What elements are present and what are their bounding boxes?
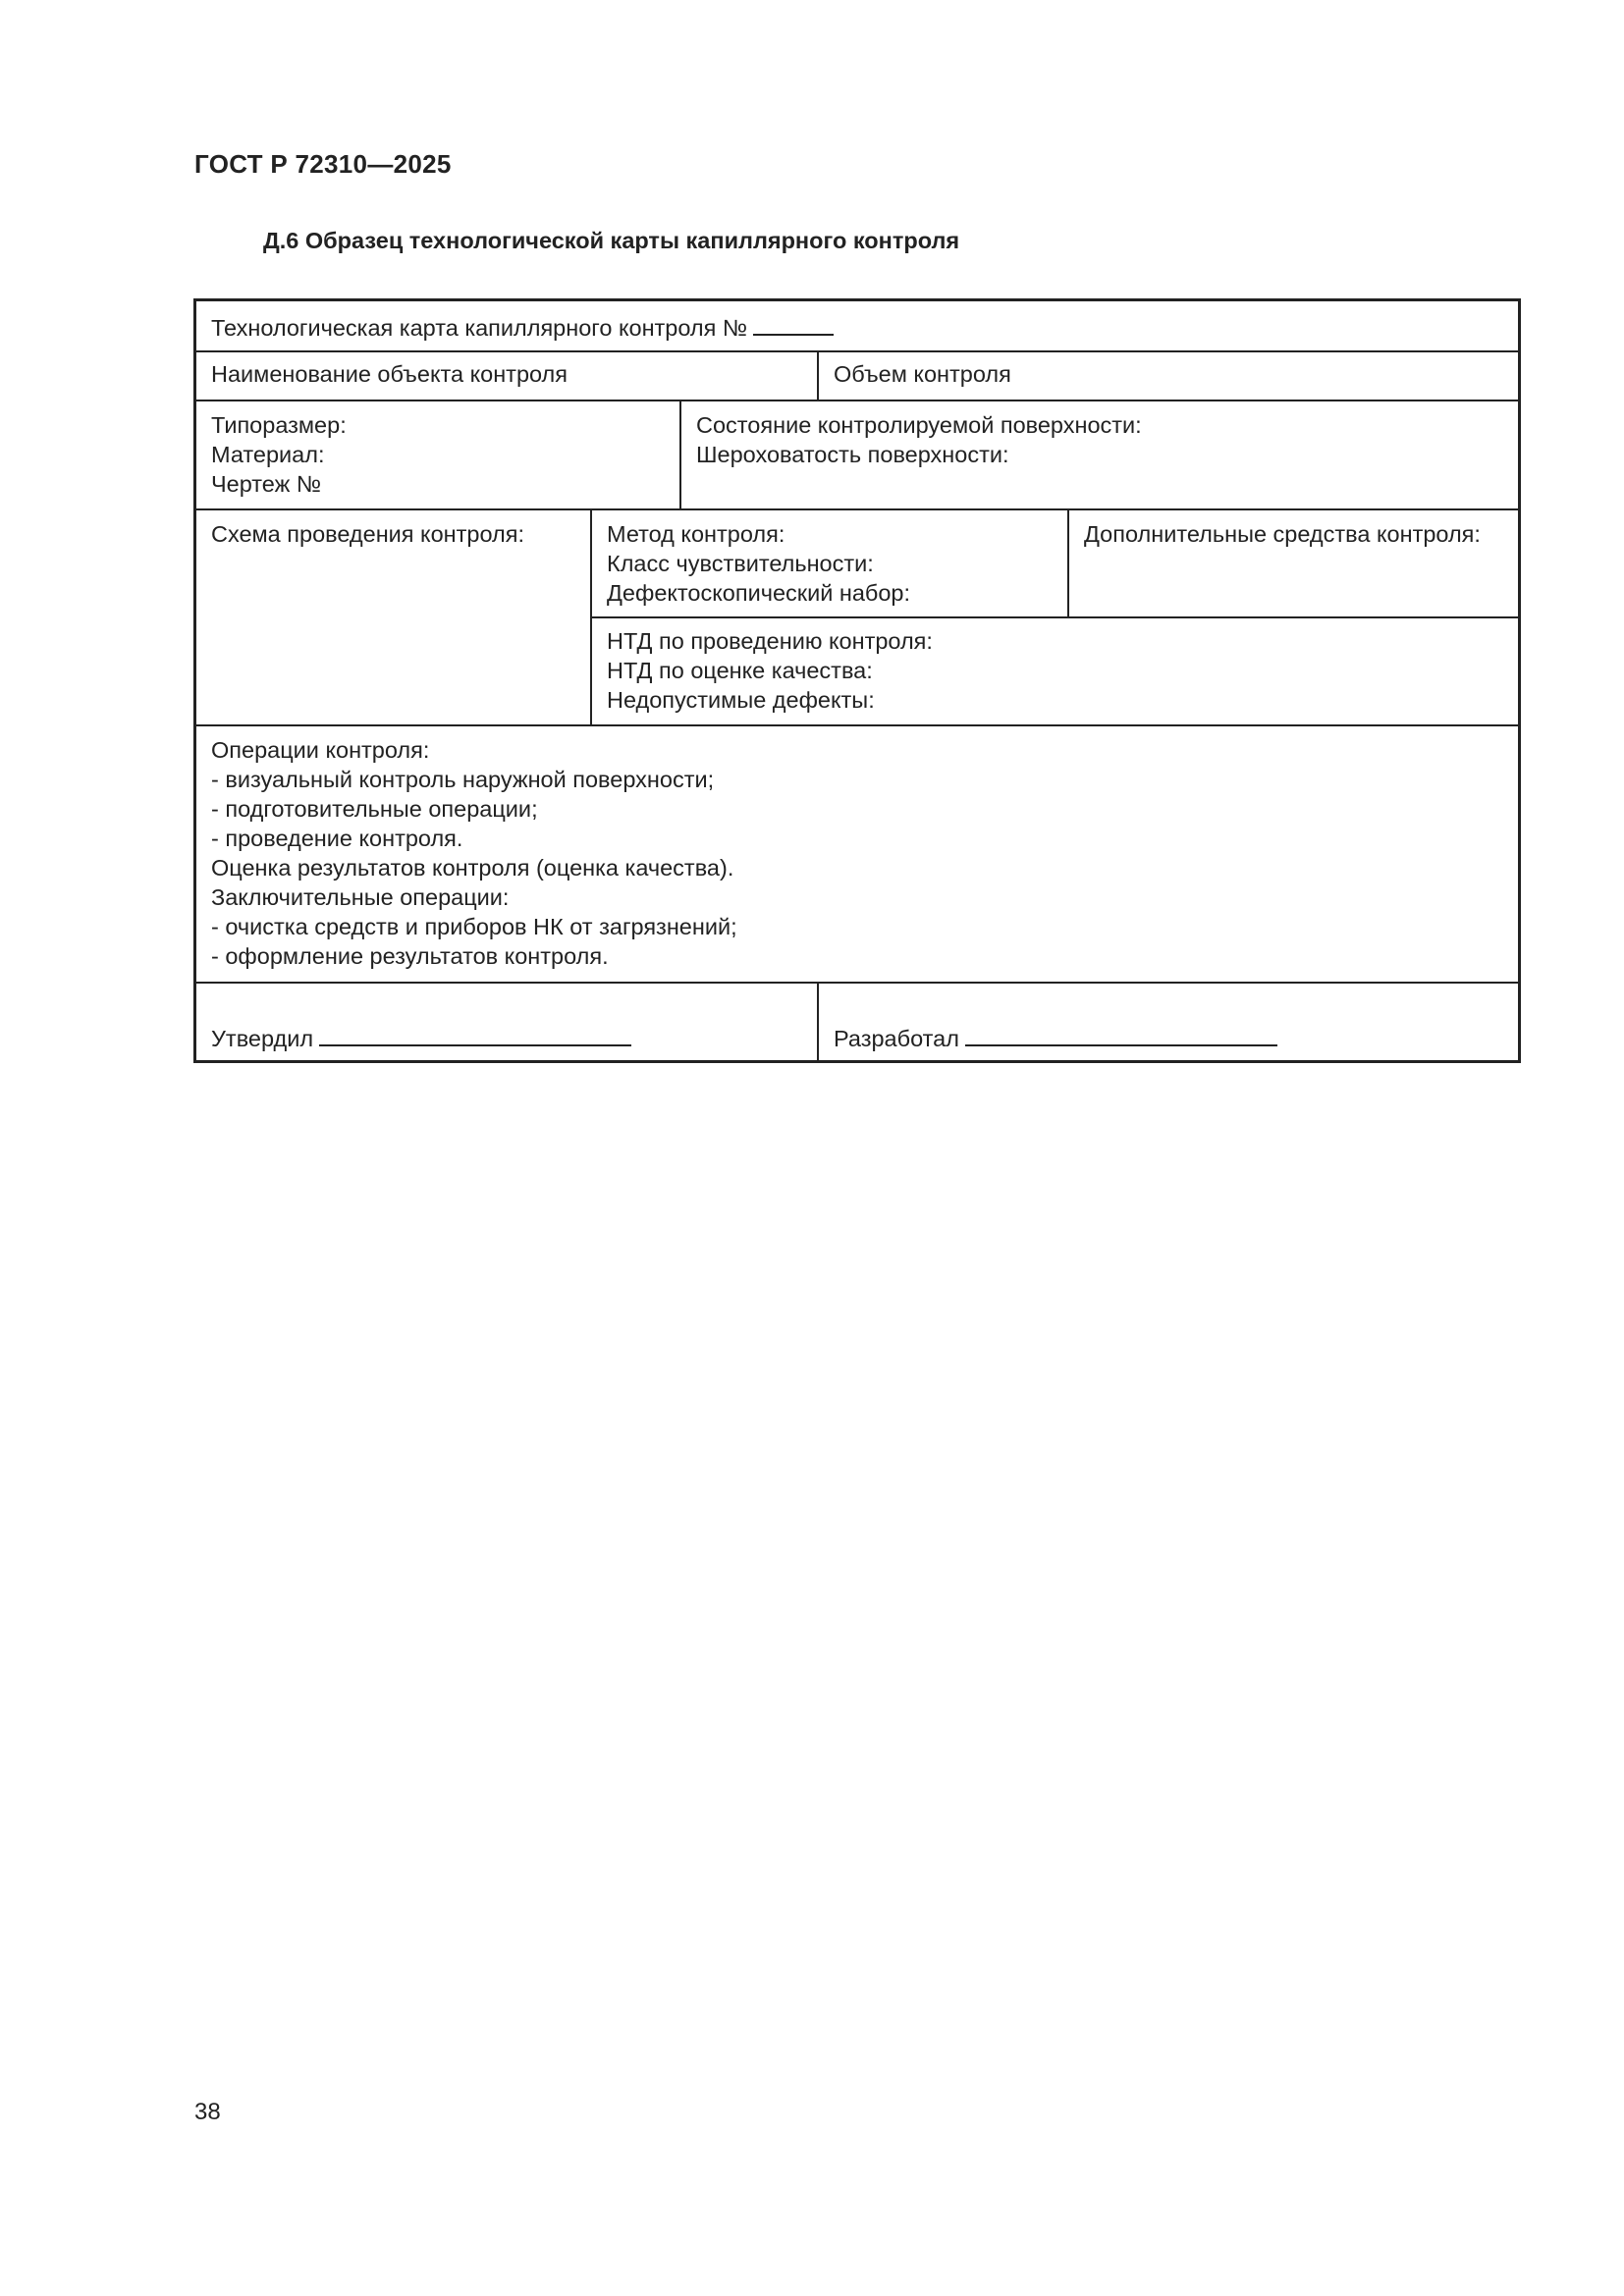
operations-line: - визуальный контроль наружной поверхности; xyxy=(211,767,715,792)
card-title-cell xyxy=(196,301,1518,350)
operations-line: - очистка средств и приборов НК от загрязнений; xyxy=(211,914,737,939)
ntd-cell xyxy=(592,618,1518,724)
surface-cell xyxy=(681,401,1518,508)
extra-means-label: Дополнительные средства контроля: xyxy=(1084,521,1481,547)
developed-label: Разработал xyxy=(834,1026,959,1051)
volume-label: Объем контроля xyxy=(834,361,1011,387)
section-title: Д.6 Образец технологической карты капиллярного контроля xyxy=(263,228,960,253)
document-code-header: ГОСТ Р 72310—2025 xyxy=(194,149,452,179)
approved-signature-field[interactable] xyxy=(319,1021,631,1046)
roughness-label: Шероховатость поверхности: xyxy=(696,442,1009,467)
method-label: Метод контроля: xyxy=(607,521,785,547)
card-title: Технологическая карта капиллярного контроля № xyxy=(211,315,748,341)
object-name-cell xyxy=(196,352,817,400)
defects-label: Недопустимые дефекты: xyxy=(607,687,875,713)
volume-cell xyxy=(819,352,1518,400)
card-number-field[interactable] xyxy=(753,310,834,336)
approved-label: Утвердил xyxy=(211,1026,314,1051)
object-name-label: Наименование объекта контроля xyxy=(211,361,568,387)
scheme-label: Схема проведения контроля: xyxy=(211,521,525,547)
operations-line: - проведение контроля. xyxy=(211,826,463,851)
page-number: 38 xyxy=(194,2099,221,2125)
operations-line: - подготовительные операции; xyxy=(211,796,538,822)
operations-cell xyxy=(196,726,1518,982)
technological-card-table xyxy=(193,298,1521,1063)
operations-line: - оформление результатов контроля. xyxy=(211,943,609,969)
operations-line: Заключительные операции: xyxy=(211,884,510,910)
kit-label: Дефектоскопический набор: xyxy=(607,580,911,606)
ntd-procedure-label: НТД по проведению контроля: xyxy=(607,628,933,654)
sensitivity-label: Класс чувствительности: xyxy=(607,551,874,576)
material-label: Материал: xyxy=(211,442,325,467)
method-cell xyxy=(592,510,1067,616)
surface-state-label: Состояние контролируемой поверхности: xyxy=(696,412,1142,438)
extra-means-cell xyxy=(1069,510,1518,616)
operations-line: Оценка результатов контроля (оценка качества). xyxy=(211,855,734,881)
size-label: Типоразмер: xyxy=(211,412,347,438)
scheme-cell xyxy=(196,510,590,724)
developed-cell xyxy=(819,984,1518,1060)
drawing-label: Чертеж № xyxy=(211,471,322,497)
developed-signature-field[interactable] xyxy=(965,1021,1277,1046)
part-info-cell xyxy=(196,401,679,508)
ntd-quality-label: НТД по оценке качества: xyxy=(607,658,873,683)
operations-line: Операции контроля: xyxy=(211,737,430,763)
approved-cell xyxy=(196,984,817,1060)
